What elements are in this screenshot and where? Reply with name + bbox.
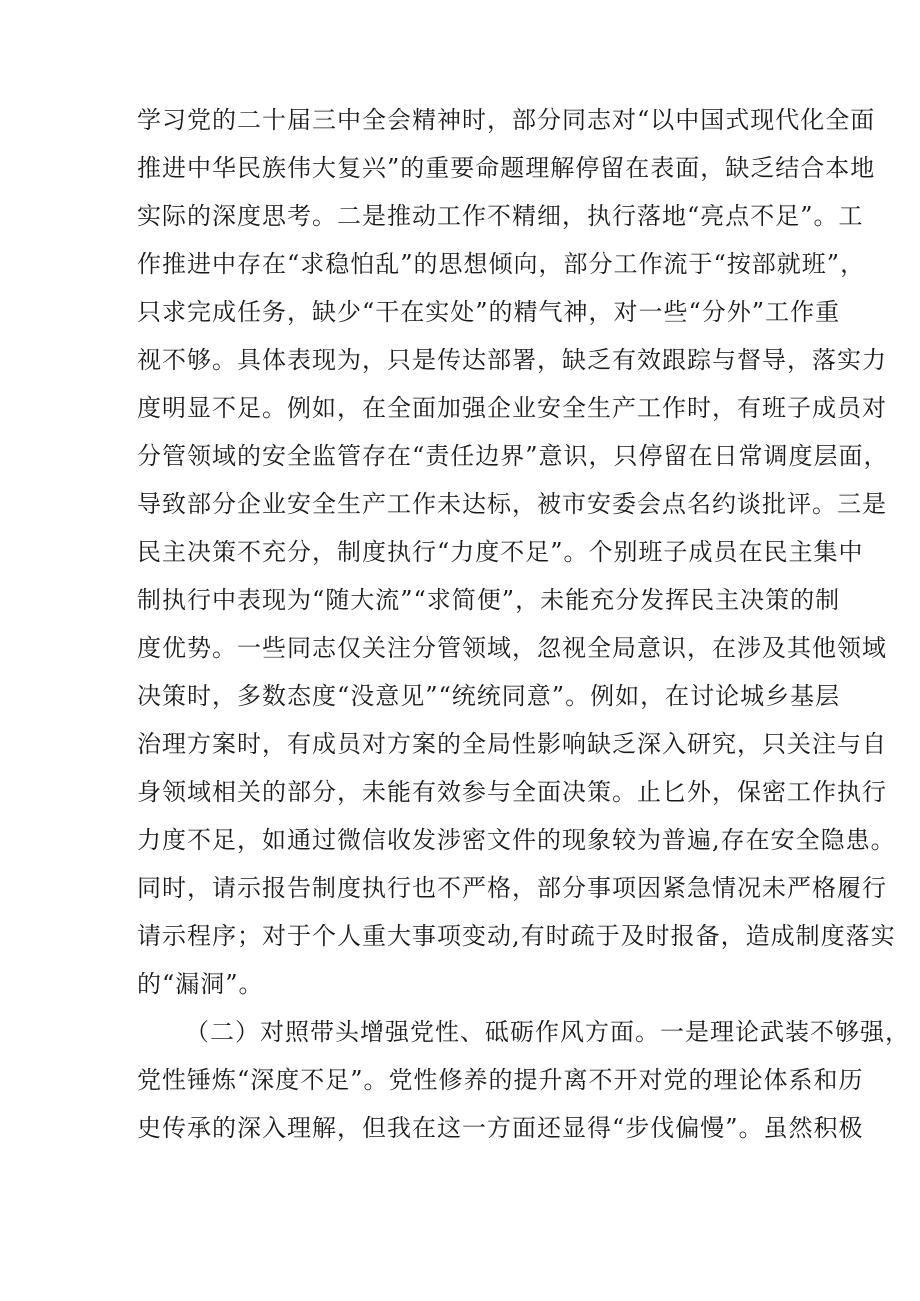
text-line: 实际的深度思考。二是推动工作不精细，执行落地“亮点不足”。工 <box>137 202 864 230</box>
text-line: 民主决策不充分，制度执行“力度不足”。个别班子成员在民主集中 <box>137 538 864 566</box>
text-line: 度优势。一些同志仅关注分管领域，忽视全局意识，在涉及其他领域 <box>137 634 887 662</box>
text-line: 推进中华民族伟大复兴”的重要命题理解停留在表面，缺乏结合本地 <box>137 154 876 182</box>
text-line: 度明显不足。例如，在全面加强企业安全生产工作时，有班子成员对 <box>137 394 887 422</box>
text-line: 只求完成任务，缺少“干在实处”的精气神，对一些“分外”工作重 <box>137 298 841 326</box>
paragraph-heading-line: （二）对照带头增强党性、砥砺作风方面。一是理论武装不够强， <box>185 1018 910 1046</box>
text-line: 请示程序；对于个人重大事项变动,有时疏于及时报备，造成制度落实 <box>137 922 896 950</box>
text-line: 党性锤炼“深度不足”。党性修养的提升离不开对党的理论体系和历 <box>137 1066 864 1094</box>
text-line: 决策时，多数态度“没意见”“统统同意”。例如，在讨论城乡基层 <box>137 682 841 710</box>
text-line: 身领域相关的部分，未能有效参与全面决策。止匕外，保密工作执行 <box>137 778 887 806</box>
text-line: 制执行中表现为“随大流”“求简便”，未能充分发挥民主决策的制 <box>137 586 841 614</box>
text-line: 同时，请示报告制度执行也不严格，部分事项因紧急情况未严格履行 <box>137 874 887 902</box>
body-text <box>137 96 910 1152</box>
text-line: 作推进中存在“求稳怕乱”的思想倾向，部分工作流于“按部就班”， <box>137 250 866 278</box>
text-line: 导致部分企业安全生产工作未达标，被市安委会点名约谈批评。三是 <box>137 490 887 518</box>
text-line: 学习党的二十届三中全会精神时，部分同志对“以中国式现代化全面 <box>137 106 876 134</box>
text-line: 史传承的深入理解，但我在这一方面还显得“步伐偏慢”。虽然积极 <box>137 1114 864 1142</box>
text-line: 治理方案时，有成员对方案的全局性影响缺乏深入研究，只关注与自 <box>137 730 887 758</box>
text-line: 力度不足，如通过微信收发涉密文件的现象较为普遍,存在安全隐患。 <box>137 826 896 854</box>
text-line: 分管领域的安全监管存在“责任边界”意识，只停留在日常调度层面， <box>137 442 889 470</box>
text-line: 视不够。具体表现为，只是传达部署，缺乏有效跟踪与督导，落实力 <box>137 346 887 374</box>
text-line: 的“漏洞”。 <box>137 970 264 998</box>
